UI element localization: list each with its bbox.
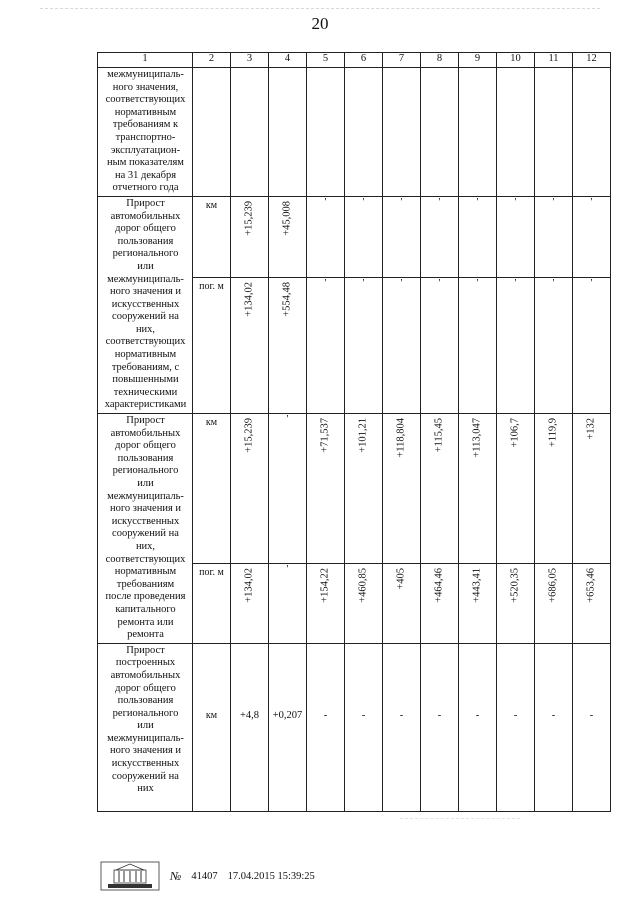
- value-cell: ': [307, 196, 345, 277]
- value-cell: ': [459, 196, 497, 277]
- table-cell: [573, 68, 611, 197]
- value-cell: [231, 414, 269, 564]
- value-cell: +4,8: [231, 643, 269, 811]
- table-cell: [269, 68, 307, 197]
- row-description: Прирост автомобильных дорог общего пользования регионального или межмуниципаль- ного значения и искусственных сооружений на них, соответствующих нормативным требованиям, с повышенными техническими характеристиками: [98, 196, 193, 413]
- value-text: +106,7: [509, 418, 521, 448]
- page-number: 20: [311, 14, 329, 33]
- value-text: +460,85: [357, 567, 369, 603]
- col-header: 6: [345, 53, 383, 68]
- row-description: Прирост автомобильных дорог общего пользования регионального или межмуниципаль- ного значения и искусственных сооружений на них, соответствующих нормативным требованиям после проведения капитального ремонта или ремонта: [98, 414, 193, 644]
- col-header: 7: [383, 53, 421, 68]
- value-cell: ': [535, 196, 573, 277]
- value-cell: [307, 563, 345, 643]
- value-cell: [573, 414, 611, 564]
- value-cell: ': [497, 196, 535, 277]
- value-text: +464,46: [433, 567, 445, 603]
- table-cell: [535, 68, 573, 197]
- value-cell: [459, 563, 497, 643]
- unit-cell: пог. м: [193, 563, 231, 643]
- col-header: 12: [573, 53, 611, 68]
- value-cell: ': [459, 277, 497, 413]
- value-cell: [497, 414, 535, 564]
- value-cell: [231, 196, 269, 277]
- table-row: [98, 68, 611, 197]
- unit-cell: км: [193, 414, 231, 564]
- table-cell: [231, 68, 269, 197]
- col-header: 9: [459, 53, 497, 68]
- value-cell: [269, 277, 307, 413]
- value-text: +15,239: [243, 200, 255, 236]
- value-cell: -: [345, 643, 383, 811]
- value-cell: -: [459, 643, 497, 811]
- value-cell: [307, 414, 345, 564]
- divider: [400, 818, 520, 819]
- table-cell: [459, 68, 497, 197]
- value-text: +154,22: [319, 567, 331, 603]
- document-datetime: 17.04.2015 15:39:25: [227, 870, 315, 882]
- value-text: +71,537: [319, 418, 331, 453]
- value-cell: [231, 277, 269, 413]
- value-cell: ': [269, 414, 307, 564]
- value-text: +132: [585, 418, 597, 440]
- value-text: +45,008: [281, 200, 293, 236]
- col-header: 1: [98, 53, 193, 68]
- value-cell: [269, 196, 307, 277]
- col-header: 8: [421, 53, 459, 68]
- value-cell: -: [307, 643, 345, 811]
- value-cell: [421, 563, 459, 643]
- value-cell: -: [573, 643, 611, 811]
- value-text: +118,804: [395, 418, 407, 458]
- header-row: [98, 53, 611, 68]
- unit-cell: км: [193, 196, 231, 277]
- value-cell: [459, 414, 497, 564]
- table-cell: [383, 68, 421, 197]
- value-cell: -: [421, 643, 459, 811]
- value-cell: +0,207: [269, 643, 307, 811]
- value-text: +101,21: [357, 418, 369, 453]
- value-text: +443,41: [471, 567, 483, 603]
- unit-cell: км: [193, 643, 231, 811]
- value-cell: ': [421, 277, 459, 413]
- value-cell: [573, 563, 611, 643]
- value-cell: [345, 414, 383, 564]
- col-header: 2: [193, 53, 231, 68]
- col-header: 4: [269, 53, 307, 68]
- number-sign: №: [170, 868, 182, 883]
- table-cell: [193, 68, 231, 197]
- value-cell: ': [573, 196, 611, 277]
- value-text: +405: [395, 567, 407, 590]
- value-cell: [383, 563, 421, 643]
- value-text: +113,047: [471, 418, 483, 458]
- value-cell: -: [535, 643, 573, 811]
- value-text: +15,239: [243, 418, 255, 453]
- value-cell: [345, 563, 383, 643]
- value-text: +119,9: [547, 418, 559, 448]
- value-cell: ': [269, 563, 307, 643]
- table-row: [98, 643, 611, 811]
- data-table: [97, 52, 611, 812]
- col-header: 11: [535, 53, 573, 68]
- unit-cell: пог. м: [193, 277, 231, 413]
- document-number: 41407: [191, 870, 218, 882]
- table-cell: [421, 68, 459, 197]
- value-cell: ': [307, 277, 345, 413]
- col-header: 3: [231, 53, 269, 68]
- value-text: +686,05: [547, 567, 559, 603]
- value-text: +115,45: [433, 418, 445, 453]
- table-row: [98, 196, 611, 277]
- value-cell: ': [383, 277, 421, 413]
- value-cell: [497, 563, 535, 643]
- table-row: [98, 414, 611, 564]
- value-cell: -: [497, 643, 535, 811]
- value-cell: ': [535, 277, 573, 413]
- row-description: Прирост построенных автомобильных дорог общего пользования регионального или межмуниципаль- ного значения и искусственных сооружений на них: [98, 643, 193, 811]
- col-header: 5: [307, 53, 345, 68]
- value-text: +134,02: [243, 281, 255, 317]
- value-cell: ': [383, 196, 421, 277]
- value-cell: -: [383, 643, 421, 811]
- table-cell: [497, 68, 535, 197]
- value-cell: [231, 563, 269, 643]
- building-seal-icon: [100, 861, 160, 891]
- value-cell: [535, 414, 573, 564]
- value-cell: [383, 414, 421, 564]
- row-description: межмуниципаль- ного значения, соответствующих нормативным требованиям к транспортно- эксплуатацион- ным показателям на 31 декабря отчетного года: [98, 68, 193, 197]
- top-divider: [40, 8, 600, 9]
- value-cell: ': [345, 277, 383, 413]
- document-footer: [100, 860, 315, 892]
- value-cell: ': [345, 196, 383, 277]
- value-text: +554,48: [281, 281, 293, 317]
- value-text: +520,35: [509, 567, 521, 603]
- value-text: +653,46: [585, 567, 597, 603]
- value-cell: ': [573, 277, 611, 413]
- value-cell: ': [421, 196, 459, 277]
- value-cell: [421, 414, 459, 564]
- value-text: +134,02: [243, 567, 255, 603]
- value-cell: ': [497, 277, 535, 413]
- value-cell: [535, 563, 573, 643]
- table-cell: [307, 68, 345, 197]
- table-cell: [345, 68, 383, 197]
- col-header: 10: [497, 53, 535, 68]
